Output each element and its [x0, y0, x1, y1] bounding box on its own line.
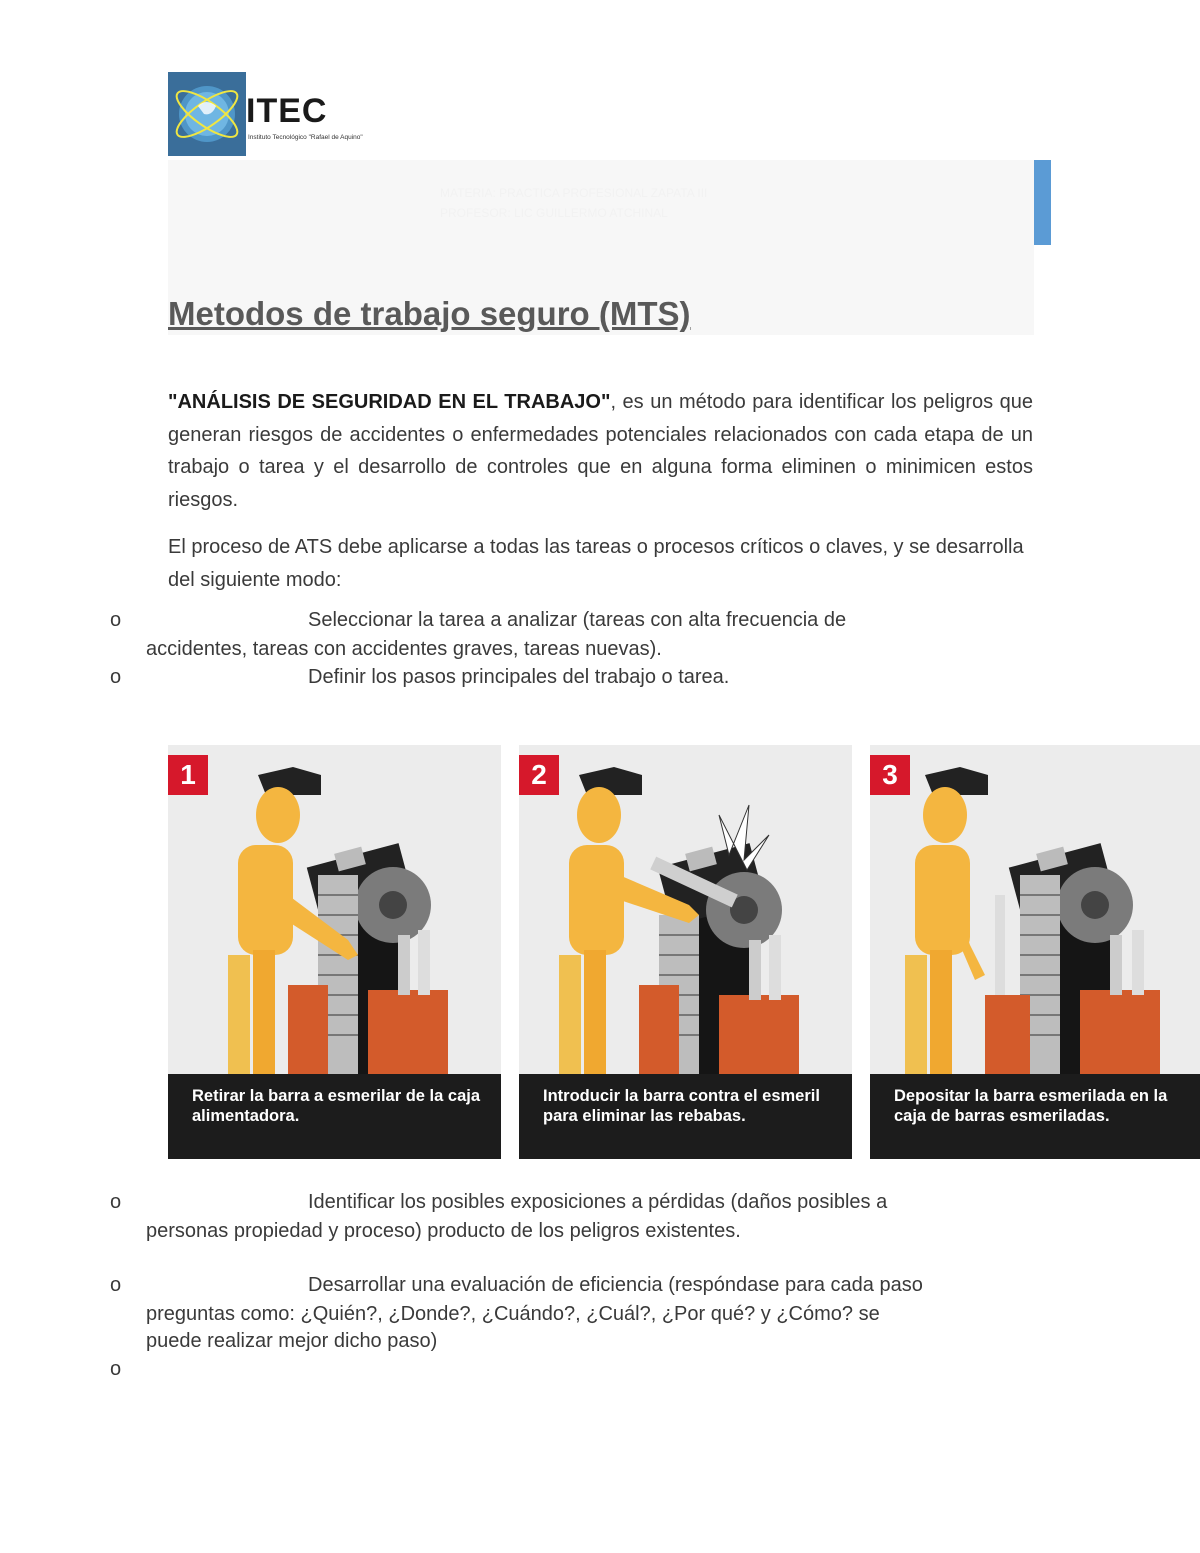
- bullet-mark: o: [110, 1274, 122, 1296]
- intro-paragraph: [168, 386, 1033, 516]
- bullet-text-continued-2: puede realizar mejor dicho paso): [146, 1330, 438, 1352]
- grinder-illustration-2: [519, 745, 852, 1075]
- process-paragraph: El proceso de ATS debe aplicarse a todas las tareas o procesos críticos o claves, y se desarrolla del siguiente modo:: [168, 536, 1024, 591]
- step-number-badge: 2: [519, 755, 559, 795]
- step-caption: Introducir la barra contra el esmeril para eliminar las rebabas.: [519, 1074, 852, 1159]
- grinder-illustration-1: [168, 745, 501, 1075]
- grinder-illustration-3: [870, 745, 1200, 1075]
- header-line-2: PROFESOR: LIC GUILLERMO ATCHINAL: [440, 206, 668, 220]
- step-panel-3: [870, 745, 1200, 1159]
- bullet-text-continued: accidentes, tareas con accidentes graves, tareas nuevas).: [146, 638, 662, 660]
- bullet-mark: o: [110, 1358, 122, 1380]
- accent-bar: [1034, 160, 1051, 245]
- document-title: Metodos de trabajo seguro (MTS): [168, 295, 691, 332]
- step-panel-2: [519, 745, 852, 1159]
- header-line-1: MATERIA: PRACTICA PROFESIONAL ZAPATA III: [440, 186, 708, 200]
- bullet-text-continued: personas propiedad y proceso) producto de los peligros existentes.: [146, 1220, 741, 1242]
- brand-subtitle: Instituto Tecnológico "Rafael de Aquino": [248, 134, 363, 141]
- bullet-text: Identificar los posibles exposiciones a pérdidas (daños posibles a: [308, 1191, 888, 1213]
- bullet-mark: o: [110, 1191, 122, 1213]
- step-caption: Depositar la barra esmerilada en la caja de barras esmeriladas.: [870, 1074, 1200, 1159]
- intro-rest: , es un método para identificar los peligros que generan riesgos de accidentes o enfermedades potenciales relacionados con cada etapa de un trabajo o tarea y el desarrollo de controles que en alguna forma eliminen o minimicen estos riesgos.: [168, 391, 1034, 511]
- intro-bold: "ANÁLISIS DE SEGURIDAD EN EL TRABAJO": [168, 391, 611, 413]
- step-number-badge: 3: [870, 755, 910, 795]
- step-number-badge: 1: [168, 755, 208, 795]
- bullet-text: Seleccionar la tarea a analizar (tareas con alta frecuencia de: [308, 609, 847, 631]
- brand-name: ITEC: [246, 92, 328, 130]
- step-panel-1: [168, 745, 501, 1159]
- bullet-mark: o: [110, 666, 122, 688]
- itec-logo: [168, 72, 363, 156]
- step-caption: Retirar la barra a esmerilar de la caja alimentadora.: [168, 1074, 501, 1159]
- bullet-text-continued: preguntas como: ¿Quién?, ¿Donde?, ¿Cuándo?, ¿Cuál?, ¿Por qué? y ¿Cómo? se: [146, 1303, 880, 1325]
- bullet-text: Definir los pasos principales del trabajo o tarea.: [308, 666, 730, 688]
- bullet-mark: o: [110, 609, 122, 631]
- globe-logo-icon: [168, 72, 246, 156]
- header-text: [440, 183, 860, 223]
- bullet-text: Desarrollar una evaluación de eficiencia (respóndase para cada paso: [308, 1274, 923, 1296]
